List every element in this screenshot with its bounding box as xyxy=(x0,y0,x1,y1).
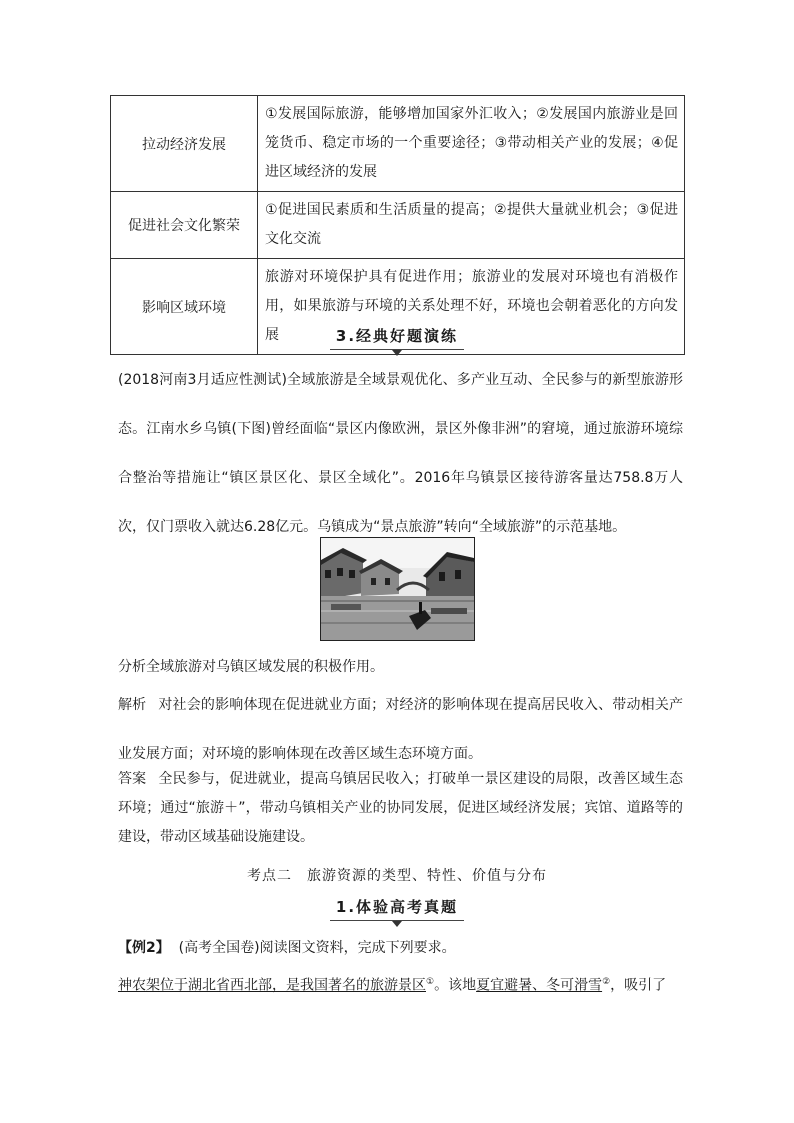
impact-table xyxy=(110,95,685,355)
section-heading-text: 3.经典好题演练 xyxy=(335,327,459,345)
example-tag: 【例2】 xyxy=(118,940,170,956)
analysis-tag: 解析 xyxy=(118,697,147,713)
footnote-mark-2: ② xyxy=(602,977,611,987)
row-label: 拉动经济发展 xyxy=(111,96,258,192)
material-text-c: 夏宜避暑、冬可滑雪 xyxy=(476,977,603,994)
section-heading-1 xyxy=(0,896,794,921)
table-row xyxy=(111,96,685,192)
row-label: 促进社会文化繁荣 xyxy=(111,192,258,259)
example-material xyxy=(118,970,683,998)
section-heading-text: 1.体验高考真题 xyxy=(335,898,459,916)
material-text-b: 。该地 xyxy=(434,977,477,994)
example-intro-text: (高考全国卷)阅读图文资料，完成下列要求。 xyxy=(178,940,456,956)
row-label: 影响区域环境 xyxy=(111,259,258,355)
question-prompt: 分析全域旅游对乌镇区域发展的积极作用。 xyxy=(118,659,384,675)
example-intro xyxy=(118,937,683,959)
triangle-marker-icon xyxy=(392,921,402,927)
footnote-mark-1: ① xyxy=(426,977,435,987)
analysis-text: 对社会的影响体现在促进就业方面；对经济的影响体现在提高居民收入、带动相关产业发展方面；对环境的影响体现在改善区域生态环境方面。 xyxy=(118,697,684,762)
material-text-a: 神农架位于湖北省西北部，是我国著名的旅游景区 xyxy=(118,977,426,994)
table-row xyxy=(111,192,685,259)
water-town-image xyxy=(321,538,474,640)
question-text: (2018河南3月适应性测试)全域旅游是全域景观优化、多产业互动、全民参与的新型旅游形态。江南水乡乌镇(下图)曾经面临“景区内像欧洲，景区外像非洲”的窘境，通过旅游环境综合整治等措施让“镇区景区化、景区全域化”。2016年乌镇景区接待游客量达758.8万人次，仅门票收入就达6.28亿元。乌镇成为“景点旅游”转向“全域旅游”的示范基地。 xyxy=(118,372,683,535)
material-text-d: ，吸引了 xyxy=(610,977,667,994)
answer-tag: 答案 xyxy=(118,771,147,787)
answer-text: 全民参与，促进就业，提高乌镇居民收入；打破单一景区建设的局限，改善区域生态环境；通过“旅游＋”，带动乌镇相关产业的协同发展，促进区域经济发展；宾馆、道路等的建设，带动区域基础设施建设。 xyxy=(118,771,684,845)
row-text: 旅游对环境保护具有促进作用；旅游业的发展对环境也有消极作用，如果旅游与环境的关系处理不好，环境也会朝着恶化的方向发展 xyxy=(258,259,685,355)
wuzhen-photo xyxy=(320,537,475,641)
row-text: ①促进国民素质和生活质量的提高；②提供大量就业机会；③促进文化交流 xyxy=(258,192,685,259)
kaodian-title: 考点二 旅游资源的类型、特性、价值与分布 xyxy=(247,868,547,884)
answer-paragraph xyxy=(118,765,683,852)
section-heading-3 xyxy=(0,325,794,350)
row-text: ①发展国际旅游，能够增加国家外汇收入；②发展国内旅游业是回笼货币、稳定市场的一个重要途径；③带动相关产业的发展；④促进区域经济的发展 xyxy=(258,96,685,192)
